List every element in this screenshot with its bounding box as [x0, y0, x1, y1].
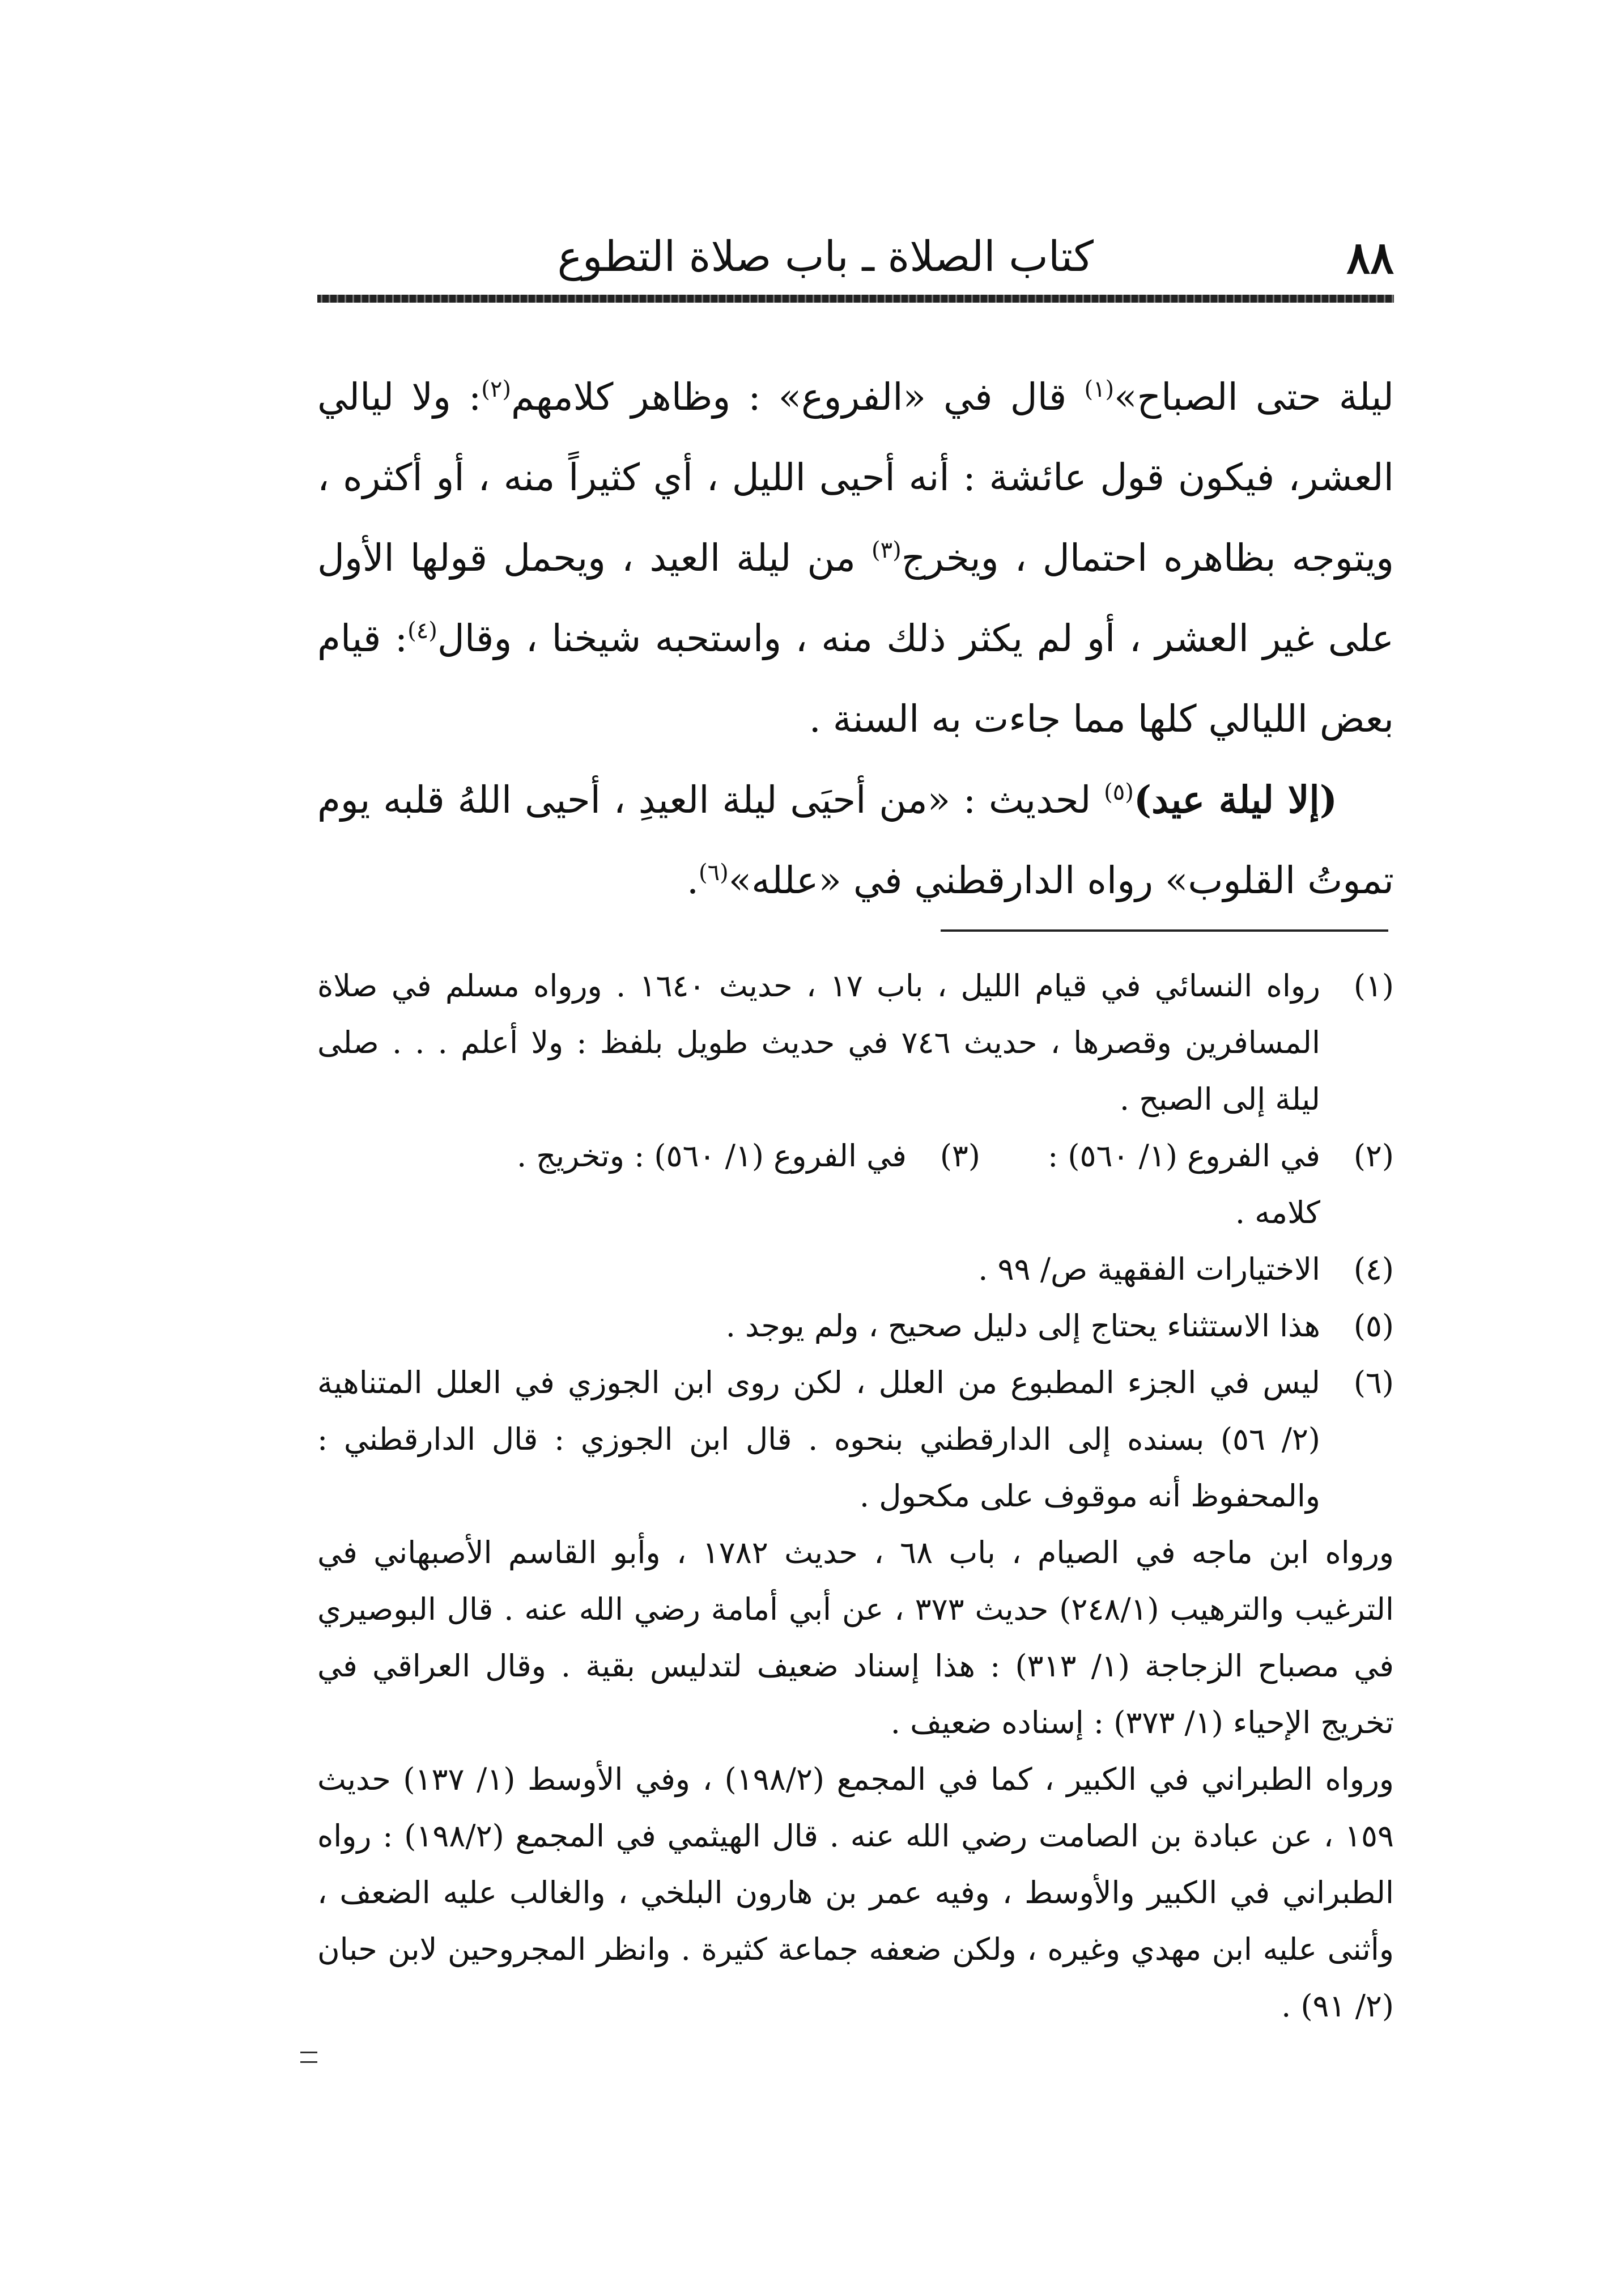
main-text — [317, 357, 1394, 921]
footnote-text: في الفروع (١/ ٥٦٠) : كلامه . — [1048, 1138, 1320, 1230]
header-divider — [317, 295, 1394, 303]
footnote-text: في الفروع (١/ ٥٦٠) : وتخريج . — [516, 1138, 907, 1174]
footnote-ref-1: (١) — [1084, 376, 1115, 402]
footnote-number: (٥) — [1353, 1308, 1394, 1344]
para1-text-1: ليلة حتى الصباح» — [1114, 375, 1395, 419]
footnote-ref-5: (٥) — [1104, 779, 1134, 805]
paragraph-1 — [317, 357, 1394, 759]
para1-text-5: : قيام بعض الليالي كلها مما جاءت به السنة . — [317, 617, 1394, 741]
footnote-number: (٢) — [1353, 1138, 1394, 1174]
footnote-ref-2: (٢) — [481, 376, 511, 402]
footnote-number: (٣) — [939, 1138, 980, 1174]
footnote-6-continuation-1: ورواه ابن ماجه في الصيام ، باب ٦٨ ، حديث ١٧٨٢ ، وأبو القاسم الأصبهاني في الترغيب والترهيب (٢٤٨/١) حديث ٣٧٣ ، عن أبي أمامة رضي الله عنه . قال البوصيري في مصباح الزجاجة (١/ ٣١٣) : هذا إسناد ضعيف لتدليس بقية . وقال العراقي في تخريج الإحياء (١/ ٣٧٣) : إسناده ضعيف . — [317, 1535, 1395, 1740]
footnote-number: (٤) — [1353, 1251, 1394, 1287]
matn-quote: (إلا ليلة عيد) — [1133, 778, 1337, 822]
page-header — [317, 227, 1394, 295]
footnote-ref-6: (٦) — [698, 860, 729, 886]
footnote-5 — [317, 1298, 1394, 1354]
para1-text-2: قال في «الفروع» : وظاهر كلامهم — [511, 375, 1085, 419]
footnote-text: رواه النسائي في قيام الليل ، باب ١٧ ، حديث ١٦٤٠ . ورواه مسلم في صلاة المسافرين وقصرها ، حديث ٧٤٦ في حديث طويل بلفظ : ولا أعلم . . . صلى ليلة إلى الصبح . — [317, 968, 1321, 1117]
footnote-6-continuation-2: ورواه الطبراني في الكبير ، كما في المجمع (١٩٨/٢) ، وفي الأوسط (١/ ١٣٧) حديث ١٥٩ ، عن عبادة بن الصامت رضي الله عنه . قال الهيثمي في المجمع (١٩٨/٢) : رواه الطبراني في الكبير والأوسط ، وفيه عمر بن هارون البلخي ، والغالب عليه الضعف ، وأثنى عليه ابن مهدي وغيره ، ولكن ضعفه جماعة كثيرة . وانظر المجروحين لابن حبان (٢/ ٩١) . — [317, 1761, 1395, 2024]
footnote-text: الاختيارات الفقهية ص/ ٩٩ . — [978, 1251, 1320, 1287]
para2-text-2: . — [687, 859, 699, 902]
para1-text-3: : ولا ليالي العشر، فيكون قول عائشة : أنه أحيى الليل ، أي كثيراً منه ، أو أكثره ، ويتوجه بظاهره احتمال ، ويخرج — [317, 375, 1394, 580]
margin-mark — [300, 2052, 317, 2063]
footnote-1 — [317, 958, 1394, 1128]
para1-text-4: من ليلة العيد ، ويحمل قولها الأول على غير العشر ، أو لم يكثر ذلك منه ، واستحبه شيخنا ، وقال — [317, 536, 1394, 660]
footnote-text: ليس في الجزء المطبوع من العلل ، لكن روى ابن الجوزي في العلل المتناهية (٢/ ٥٦) بسنده إلى الدارقطني بنحوه . قال ابن الجوزي : قال الدارقطني : والمحفوظ أنه موقوف على مكحول . — [317, 1365, 1320, 1514]
footnote-4 — [317, 1241, 1394, 1298]
footnote-number: (٦) — [1353, 1365, 1394, 1400]
footnote-divider — [941, 929, 1388, 932]
para2-text-1: لحديث : «من أحيَى ليلة العيدِ ، أحيى اللهُ قلبه يوم تموتُ القلوب» رواه الدارقطني في «علله» — [317, 778, 1394, 902]
page-number: ٨٨ — [1346, 232, 1394, 284]
footnotes-2-3 — [317, 1128, 1394, 1241]
footnote-6 — [317, 1354, 1394, 1525]
footnote-text: هذا الاستثناء يحتاج إلى دليل صحيح ، ولم يوجد . — [725, 1308, 1320, 1344]
footnote-ref-3: (٣) — [871, 537, 902, 563]
running-title: كتاب الصلاة ـ باب صلاة التطوع — [557, 232, 1094, 281]
footnote-number: (١) — [1353, 968, 1394, 1004]
paragraph-2 — [317, 759, 1394, 921]
footnotes — [317, 958, 1394, 2035]
footnote-ref-4: (٤) — [407, 618, 437, 644]
